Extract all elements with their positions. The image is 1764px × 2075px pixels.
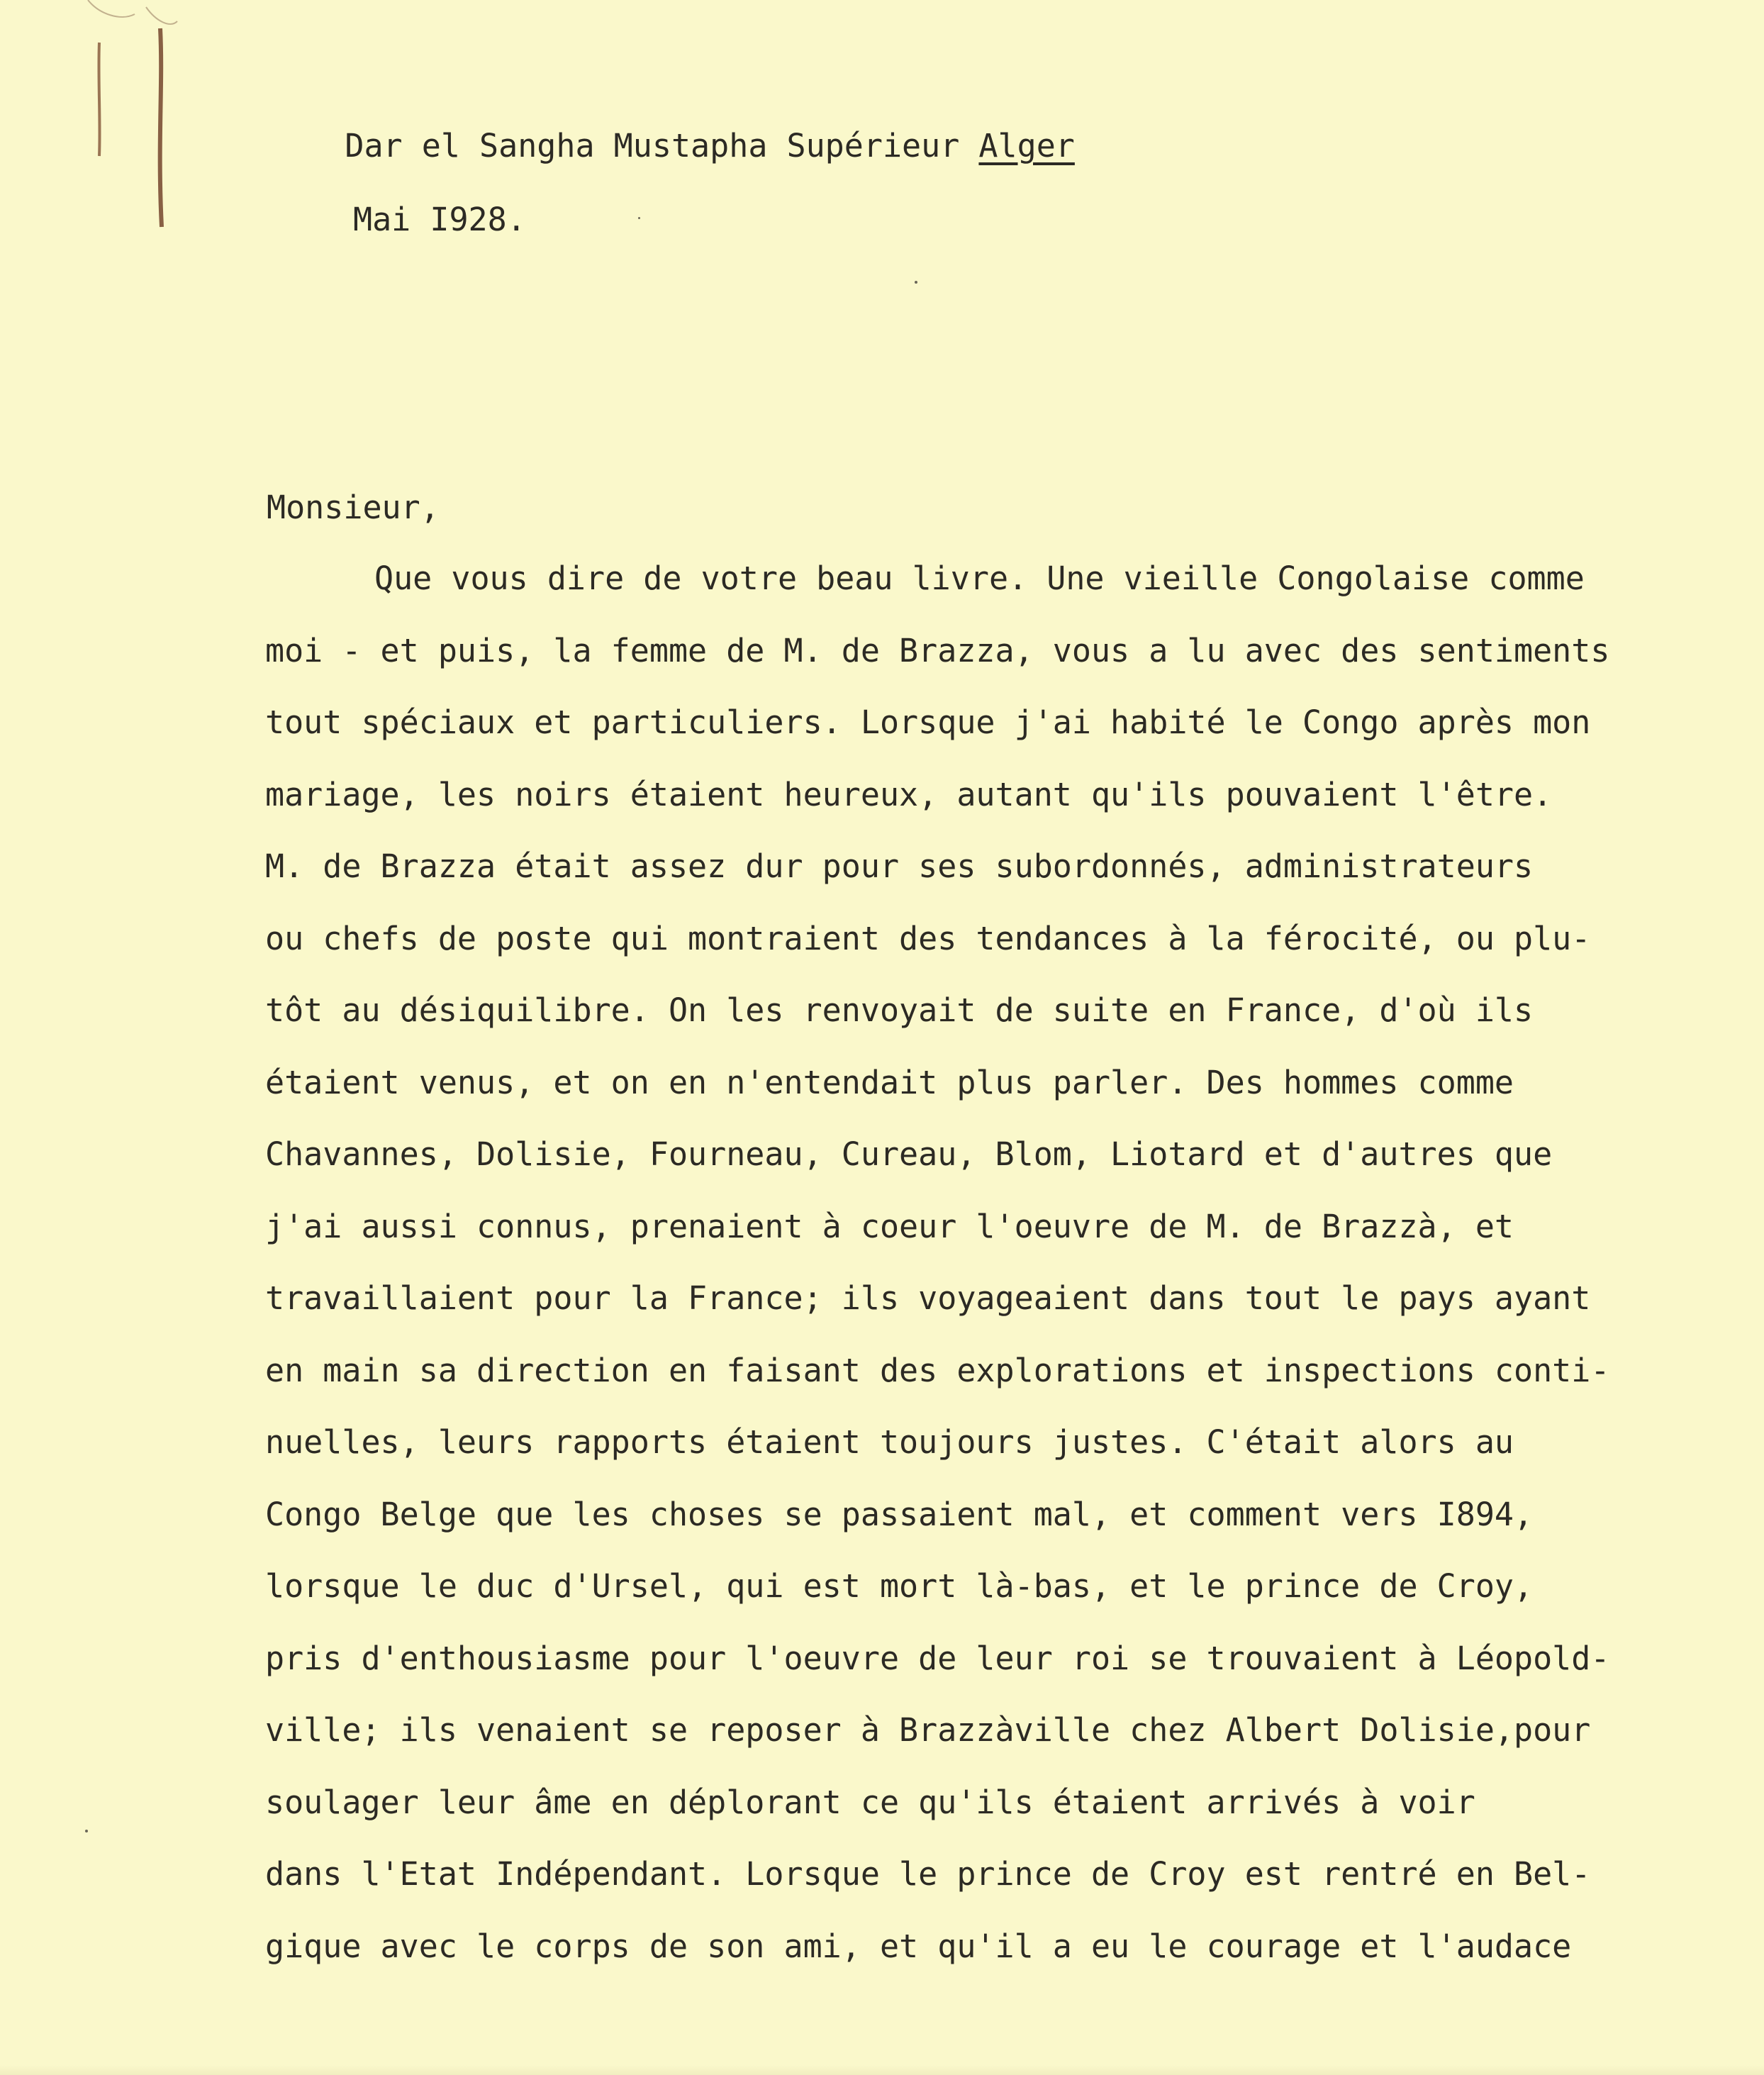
body-line: étaient venus, et on en n'entendait plus parler. Des hommes comme	[265, 1063, 1514, 1101]
page-bottom-edge	[0, 2065, 1764, 2075]
body-line: Que vous dire de votre beau livre. Une vieille Congolaise comme	[374, 560, 1585, 597]
body-line: mariage, les noirs étaient heureux, autant qu'ils pouvaient l'être.	[265, 775, 1553, 813]
heading-place: Dar el Sangha Mustapha Supérieur	[345, 127, 979, 165]
body-line: dans l'Etat Indépendant. Lorsque le prince de Croy est rentré en Bel-	[265, 1855, 1591, 1893]
body-line: travaillaient pour la France; ils voyageaient dans tout le pays ayant	[265, 1279, 1591, 1317]
heading-date: Mai I928.	[353, 201, 526, 238]
letter-heading	[268, 91, 1075, 312]
body-line: ville; ils venaient se reposer à Brazzàville chez Albert Dolisie,pour	[265, 1711, 1591, 1749]
body-line: Chavannes, Dolisie, Fourneau, Cureau, Blom, Liotard et d'autres que	[265, 1135, 1553, 1173]
body-line: j'ai aussi connus, prenaient à coeur l'oeuvre de M. de Brazzà, et	[265, 1207, 1514, 1245]
body-line: en main sa direction en faisant des explorations et inspections conti-	[265, 1351, 1610, 1389]
body-line: M. de Brazza était assez dur pour ses subordonnés, administrateurs	[265, 847, 1534, 885]
body-line: lorsque le duc d'Ursel, qui est mort là-bas, et le prince de Croy,	[265, 1567, 1534, 1605]
salutation: Monsieur,	[267, 489, 440, 526]
body-line: moi - et puis, la femme de M. de Brazza, vous a lu avec des sentiments	[265, 631, 1610, 669]
body-line: tôt au désiquilibre. On les renvoyait de suite en France, d'où ils	[265, 991, 1534, 1029]
margin-pen-marks	[78, 0, 184, 255]
body-line: gique avec le corps de son ami, et qu'il a eu le courage et l'audace	[265, 1927, 1572, 1965]
heading-city: Alger	[978, 127, 1075, 165]
paper-speck	[638, 217, 640, 219]
paper-speck	[85, 1830, 88, 1832]
body-line: tout spéciaux et particuliers. Lorsque j'ai habité le Congo après mon	[265, 703, 1591, 741]
body-line: Congo Belge que les choses se passaient mal, et comment vers I894,	[265, 1495, 1534, 1533]
body-line: pris d'enthousiasme pour l'oeuvre de leur roi se trouvaient à Léopold-	[265, 1639, 1610, 1677]
letter-body	[265, 560, 1754, 2000]
body-line: ou chefs de poste qui montraient des tendances à la férocité, ou plu-	[265, 919, 1591, 957]
body-line: soulager leur âme en déplorant ce qu'ils étaient arrivés à voir	[265, 1783, 1475, 1821]
body-line: nuelles, leurs rapports étaient toujours justes. C'était alors au	[265, 1423, 1514, 1461]
paper-speck	[915, 281, 917, 284]
